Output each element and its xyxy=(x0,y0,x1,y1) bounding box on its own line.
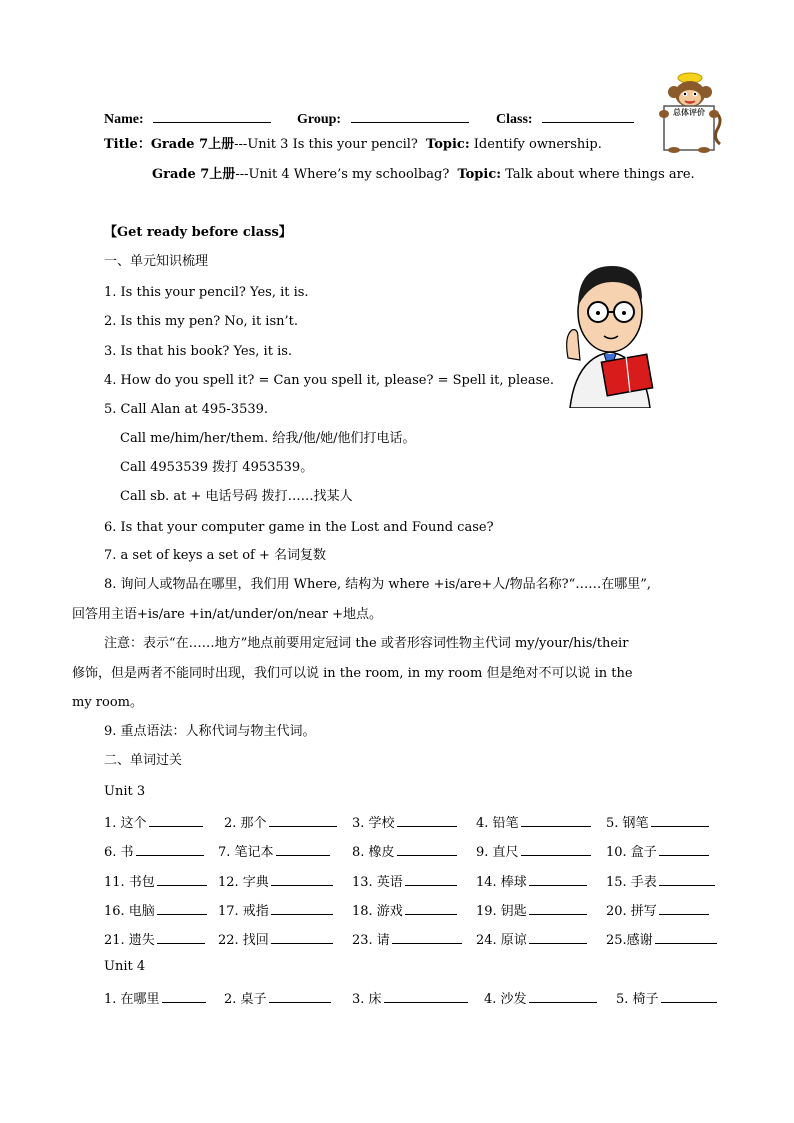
knowledge-line: my room。 xyxy=(72,695,143,710)
topic-2: Talk about where things are. xyxy=(505,167,695,182)
teacher-illustration xyxy=(560,262,660,408)
vocab-row xyxy=(104,929,724,947)
title-line-2 xyxy=(152,167,695,183)
vocab-word: 7. 笔记本 xyxy=(218,845,274,860)
vocab-blank[interactable] xyxy=(651,813,709,827)
class-blank[interactable] xyxy=(542,109,634,123)
knowledge-line: 3. Is that his book? Yes, it is. xyxy=(104,344,293,359)
knowledge-line: Call sb. at + 电话号码 拨打……找某人 xyxy=(120,489,353,504)
monkey-evaluation-badge xyxy=(654,70,724,154)
grade-label-2: Grade 7上册 xyxy=(152,167,236,182)
name-row xyxy=(104,109,271,128)
vocab-blank[interactable] xyxy=(384,989,468,1003)
vocab-word: 4. 铅笔 xyxy=(476,816,519,831)
vocab-word: 8. 橡皮 xyxy=(352,845,395,860)
vocab-blank[interactable] xyxy=(269,813,337,827)
vocab-word: 16. 电脑 xyxy=(104,904,155,919)
vocab-blank[interactable] xyxy=(157,901,207,915)
vocab-blank[interactable] xyxy=(162,989,206,1003)
vocab-word: 1. 在哪里 xyxy=(104,992,160,1007)
vocab-row xyxy=(104,900,724,918)
title-line-1 xyxy=(104,137,602,153)
vocab-word: 11. 书包 xyxy=(104,875,155,890)
vocab-word: 9. 直尺 xyxy=(476,845,519,860)
knowledge-line: Call 4953539 拨打 4953539。 xyxy=(120,460,314,475)
topic-1: Identify ownership. xyxy=(473,137,602,152)
vocab-word: 10. 盒子 xyxy=(606,845,657,860)
name-label: Name: xyxy=(104,112,144,127)
vocab-word: 2. 桌子 xyxy=(224,992,267,1007)
vocab-word: 15. 手表 xyxy=(606,875,657,890)
vocab-blank[interactable] xyxy=(521,842,591,856)
vocab-blank[interactable] xyxy=(157,930,205,944)
vocab-blank[interactable] xyxy=(136,842,204,856)
vocab-blank[interactable] xyxy=(149,813,203,827)
grade-label-1: Grade 7上册 xyxy=(150,137,235,152)
class-label: Class: xyxy=(496,112,533,127)
vocab-blank[interactable] xyxy=(405,872,457,886)
vocab-blank[interactable] xyxy=(157,872,207,886)
vocab-word: 3. 学校 xyxy=(352,816,395,831)
knowledge-line: 回答用主语+is/are +in/at/under/on/near +地点。 xyxy=(72,607,383,622)
vocab-word: 25.感谢 xyxy=(606,933,653,948)
knowledge-line: 2. Is this my pen? No, it isn’t. xyxy=(104,314,298,329)
vocab-blank[interactable] xyxy=(529,989,597,1003)
group-blank[interactable] xyxy=(351,109,469,123)
vocab-blank[interactable] xyxy=(661,989,717,1003)
vocab-word: 5. 钢笔 xyxy=(606,816,649,831)
title-label: Title： xyxy=(104,137,151,152)
unit3-label: Unit 3 xyxy=(104,784,146,799)
group-row xyxy=(297,109,469,128)
vocab-blank[interactable] xyxy=(276,842,330,856)
vocab-blank[interactable] xyxy=(405,901,457,915)
vocab-word: 19. 钥匙 xyxy=(476,904,527,919)
vocab-blank[interactable] xyxy=(271,872,333,886)
knowledge-line: 5. Call Alan at 495-3539. xyxy=(104,402,269,417)
vocab-word: 17. 戒指 xyxy=(218,904,269,919)
vocab-word: 2. 那个 xyxy=(224,816,267,831)
knowledge-line: 6. Is that your computer game in the Lost and Found case? xyxy=(104,520,494,535)
vocab-blank[interactable] xyxy=(659,842,709,856)
unit4-title: ---Unit 4 Where’s my schoolbag? xyxy=(235,167,450,182)
vocab-blank[interactable] xyxy=(392,930,462,944)
knowledge-line: 9. 重点语法：人称代词与物主代词。 xyxy=(104,724,316,739)
vocab-blank[interactable] xyxy=(655,930,717,944)
unit4-label: Unit 4 xyxy=(104,959,146,974)
knowledge-line: 7. a set of keys a set of + 名词复数 xyxy=(104,548,327,563)
topic-label-1: Topic: xyxy=(426,137,470,152)
knowledge-line: Call me/him/her/them. 给我/他/她/他们打电话。 xyxy=(120,431,416,446)
vocab-word: 21. 遗失 xyxy=(104,933,155,948)
vocab-blank[interactable] xyxy=(659,901,709,915)
badge-label: 总体评价 xyxy=(673,108,705,117)
part1-heading: 一、单元知识梳理 xyxy=(104,254,209,269)
class-row xyxy=(496,109,634,128)
group-label: Group: xyxy=(297,112,342,127)
vocab-word: 6. 书 xyxy=(104,845,134,860)
vocab-blank[interactable] xyxy=(659,872,715,886)
vocab-blank[interactable] xyxy=(397,813,457,827)
vocab-word: 18. 游戏 xyxy=(352,904,403,919)
vocab-blank[interactable] xyxy=(397,842,457,856)
vocab-row xyxy=(104,988,724,1006)
vocab-row xyxy=(104,812,724,830)
knowledge-line: 8. 询问人或物品在哪里，我们用 Where, 结构为 where +is/are+人/物品名称?“……在哪里”, xyxy=(104,577,652,592)
vocab-word: 24. 原谅 xyxy=(476,933,527,948)
vocab-word: 14. 棒球 xyxy=(476,875,527,890)
name-blank[interactable] xyxy=(153,109,271,123)
vocab-blank[interactable] xyxy=(529,901,587,915)
vocab-row xyxy=(104,841,724,859)
vocab-word: 20. 拼写 xyxy=(606,904,657,919)
vocab-word: 23. 请 xyxy=(352,933,390,948)
vocab-word: 3. 床 xyxy=(352,992,382,1007)
vocab-word: 5. 椅子 xyxy=(616,992,659,1007)
knowledge-line: 4. How do you spell it? = Can you spell it, please? = Spell it, please. xyxy=(104,373,555,388)
vocab-word: 13. 英语 xyxy=(352,875,403,890)
unit3-title: ---Unit 3 Is this your pencil? xyxy=(234,137,418,152)
vocab-blank[interactable] xyxy=(529,930,587,944)
vocab-word: 12. 字典 xyxy=(218,875,269,890)
vocab-blank[interactable] xyxy=(269,989,331,1003)
vocab-word: 4. 沙发 xyxy=(484,992,527,1007)
knowledge-line: 修饰，但是两者不能同时出现，我们可以说 in the room, in my room 但是绝对不可以说 in the xyxy=(72,666,633,681)
knowledge-line: 注意：表示“在……地方”地点前要用定冠词 the 或者形容词性物主代词 my/your/his/their xyxy=(104,636,629,651)
vocab-blank[interactable] xyxy=(529,872,587,886)
part2-heading: 二、单词过关 xyxy=(104,753,183,768)
section-get-ready: 【Get ready before class】 xyxy=(104,225,292,240)
vocab-row xyxy=(104,871,724,889)
topic-label-2: Topic: xyxy=(457,167,502,182)
knowledge-line: 1. Is this your pencil? Yes, it is. xyxy=(104,285,309,300)
vocab-blank[interactable] xyxy=(521,813,591,827)
vocab-word: 22. 找回 xyxy=(218,933,269,948)
vocab-blank[interactable] xyxy=(271,901,333,915)
vocab-blank[interactable] xyxy=(271,930,333,944)
vocab-word: 1. 这个 xyxy=(104,816,147,831)
teacher-reading-icon xyxy=(560,262,660,408)
